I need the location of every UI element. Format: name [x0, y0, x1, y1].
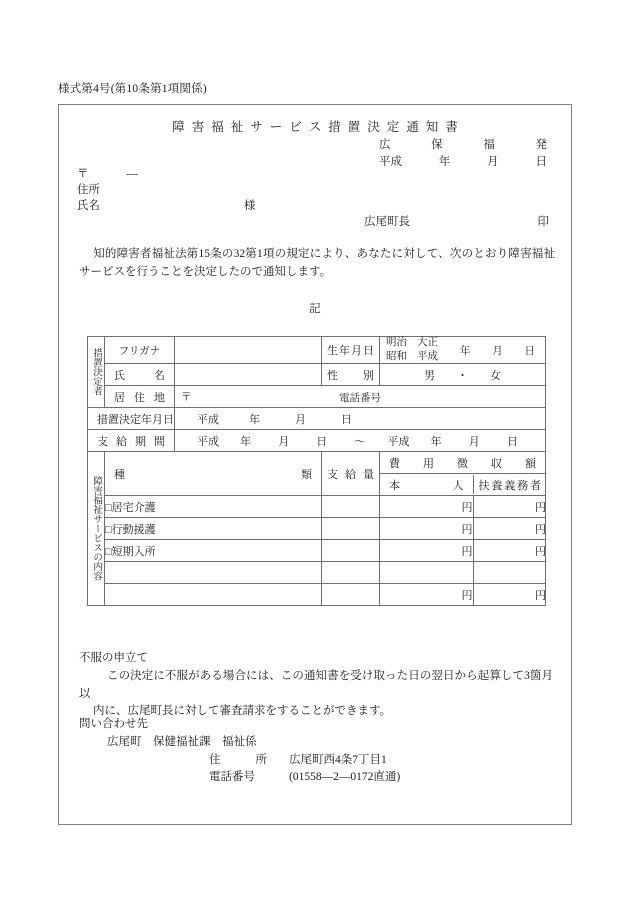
address-label: 住所 [77, 184, 100, 196]
birthdate-label [322, 337, 380, 364]
table-row-furigana [88, 337, 546, 364]
service-blank-amount[interactable] [322, 562, 380, 584]
service-amount-short-stay[interactable] [322, 540, 380, 562]
era-taisho[interactable]: 大正 [417, 337, 438, 348]
name-label: 氏名 [77, 200, 100, 212]
appeal-heading: 不服の申立て [79, 652, 148, 664]
service-option-short-stay[interactable] [105, 540, 322, 562]
era-meiji[interactable]: 明治 [386, 337, 407, 348]
decision-date-era: 平成 [197, 413, 219, 426]
name-field-label [105, 364, 175, 386]
doc-date-month: 月 [487, 156, 499, 168]
col-cost-4: 額 [525, 457, 536, 470]
service-amount-behavior-support[interactable] [322, 518, 380, 540]
birthdate-label-0: 生 [327, 345, 338, 358]
decision-date-label-2: 決 [119, 413, 130, 426]
col-cost-0: 費 [389, 457, 400, 470]
service-blank-cost [380, 562, 546, 584]
service-cost-short-stay [380, 540, 546, 562]
col-amount-1: 給 [345, 468, 356, 481]
period-label-0: 支 [97, 435, 108, 448]
birthdate-label-1: 年 [339, 345, 350, 358]
period-end-day: 日 [506, 435, 518, 448]
birthdate-month: 月 [492, 345, 503, 357]
ki-marker: 記 [309, 303, 321, 315]
period-label-2: 期 [135, 435, 146, 448]
cost-supporter-total[interactable]: 円 [535, 589, 546, 602]
decision-date-label-6: 日 [163, 413, 174, 426]
period-label-1: 給 [116, 435, 127, 448]
side-label-services-text: 障害福祉サービスの内容 [91, 476, 102, 581]
document-code-line [379, 136, 547, 152]
birthdate-label-3: 日 [363, 345, 374, 358]
gender-label-1: 別 [363, 369, 374, 382]
service-option-behavior-support[interactable] [105, 518, 322, 540]
doc-code-2: 福 [483, 139, 495, 151]
col-supporter-0: 扶 [478, 479, 490, 492]
table-row-residence [88, 386, 546, 408]
form-number: 様式第4号(第10条第1項関係) [58, 83, 207, 95]
period-separator: ～ [354, 435, 366, 448]
contact-address-value: 広尾町西4条7丁目1 [289, 753, 387, 766]
birthdate-label-2: 月 [351, 345, 362, 358]
birthdate-ymd [438, 343, 545, 358]
col-self-1: 人 [452, 479, 464, 492]
name-label-0: 氏 [114, 369, 125, 382]
decision-date-month: 月 [295, 413, 306, 426]
service-total-type[interactable] [105, 584, 322, 606]
document-title: 障害福祉サービス措置決定通知書 [172, 120, 465, 134]
column-header-self [380, 475, 473, 494]
appeal-line-2: 内に、広尾町長に対して審査請求をすることができます。 [93, 705, 392, 718]
period-start-era: 平成 [197, 435, 219, 448]
service-total-amount[interactable] [322, 584, 380, 606]
contact-office: 広尾町 保健福祉課 福祉係 [107, 735, 257, 748]
birthdate-year: 年 [460, 345, 471, 357]
decision-date-field[interactable] [175, 408, 546, 430]
table-row-name [88, 364, 546, 386]
residence-field[interactable] [175, 386, 546, 408]
service-label-home-care: 居宅介護 [111, 501, 156, 514]
checkbox-icon[interactable]: □ [105, 545, 112, 558]
col-supporter-3: 務 [517, 479, 529, 492]
col-cost-3: 収 [491, 457, 502, 470]
col-cost-2: 徴 [457, 457, 468, 470]
period-start-day: 日 [316, 435, 328, 448]
col-amount-0: 支 [327, 468, 338, 481]
doc-date-day: 日 [535, 156, 547, 168]
name-honorific: 様 [244, 200, 256, 212]
period-label-3: 間 [154, 435, 165, 448]
service-blank-type[interactable] [105, 562, 322, 584]
col-type-1: 類 [301, 468, 312, 481]
cost-self-short-stay[interactable]: 円 [380, 540, 473, 561]
contact-heading: 問い合わせ先 [79, 718, 148, 730]
cost-supporter-blank[interactable] [473, 562, 546, 583]
doc-code-1: 保 [431, 139, 443, 151]
period-end-month: 月 [468, 435, 480, 448]
column-header-type [105, 452, 322, 496]
column-header-amount [322, 452, 380, 496]
cost-subheader-wrap [380, 474, 546, 496]
name-label-1: 名 [154, 369, 165, 382]
side-label-subject-text: 措置決定者 [91, 348, 102, 396]
col-supporter-1: 養 [491, 479, 503, 492]
doc-date-year: 年 [438, 156, 451, 168]
table-row-service-item [88, 518, 546, 540]
col-self-0: 本 [389, 479, 400, 492]
furigana-label: フリガナ [105, 337, 175, 364]
decision-date-label-3: 定 [130, 413, 141, 426]
contact-address-key-1: 所 [255, 753, 267, 766]
gender-female[interactable]: 女 [490, 369, 501, 382]
residence-label-0: 居 [114, 391, 125, 404]
service-label-short-stay: 短期入所 [111, 545, 156, 558]
period-start-year: 年 [240, 435, 252, 448]
birthdate-era-options[interactable] [386, 337, 438, 363]
doc-code-0: 広 [379, 139, 391, 151]
period-start-month: 月 [278, 435, 290, 448]
issuer-name: 広尾町長 [364, 216, 410, 228]
period-label [88, 430, 175, 452]
decision-table [87, 336, 546, 606]
table-row-service-blank [88, 562, 546, 584]
telephone-label: 電話番号 [339, 393, 381, 405]
table-row-decision-date [88, 408, 546, 430]
period-end-year: 年 [430, 435, 442, 448]
body-paragraph-text: 知的障害者福祉法第15条の32第1項の規定により、あなたに対して、次のとおり障害福祉サービスを行うことを決定したので通知します。 [79, 248, 555, 278]
decision-date-label-5: 月 [152, 413, 163, 426]
cost-self-home-care[interactable]: 円 [380, 496, 473, 517]
decision-date-year: 年 [249, 413, 260, 426]
side-label-subject [88, 337, 105, 408]
postal-code-row [77, 165, 138, 181]
contact-address-key-0: 住 [209, 753, 221, 766]
appeal-line-1: この決定に不服がある場合には、この通知書を受け取った日の翌日から起算して3箇月以 [79, 669, 553, 700]
service-cost-behavior-support [380, 518, 546, 540]
appeal-section [79, 650, 553, 721]
decision-date-label [88, 408, 175, 430]
cost-self-behavior-support[interactable]: 円 [380, 518, 473, 539]
period-field[interactable] [175, 430, 546, 452]
document-date-line [379, 153, 547, 169]
gender-label [322, 364, 380, 386]
contact-tel-key: 電話番号 [209, 771, 255, 784]
form-frame [58, 104, 572, 825]
residence-label [105, 386, 175, 408]
contact-address-row [79, 752, 400, 770]
residence-label-1: 住 [134, 391, 145, 404]
furigana-field[interactable] [175, 337, 322, 364]
table-row-service-item [88, 540, 546, 562]
contact-tel-row [79, 769, 400, 787]
checkbox-icon[interactable]: □ [105, 501, 112, 514]
era-heisei[interactable]: 平成 [417, 350, 438, 362]
column-header-supporter [473, 475, 546, 494]
cost-supporter-short-stay[interactable]: 円 [535, 545, 546, 558]
postal-dash: — [126, 168, 138, 180]
cost-supporter-home-care[interactable]: 円 [535, 501, 546, 514]
col-type-0: 種 [114, 468, 125, 481]
period-end-era: 平成 [387, 435, 410, 448]
col-supporter-4: 者 [530, 479, 541, 492]
contact-address-key [209, 752, 267, 770]
birthdate-field[interactable] [380, 337, 546, 364]
col-supporter-2: 義 [504, 479, 516, 492]
gender-male[interactable]: 男 [424, 369, 435, 382]
checkbox-icon[interactable]: □ [105, 523, 112, 536]
cost-self-total[interactable]: 円 [380, 584, 473, 605]
era-showa[interactable]: 昭和 [386, 350, 407, 362]
doc-code-3: 発 [535, 139, 547, 151]
service-label-behavior-support: 行動援護 [111, 523, 156, 536]
gender-field[interactable] [380, 364, 546, 386]
col-amount-2: 量 [363, 468, 374, 481]
body-paragraph [79, 246, 555, 282]
service-option-home-care[interactable] [105, 496, 322, 518]
name-field[interactable] [175, 364, 322, 386]
doc-date-era: 平成 [379, 156, 402, 168]
cost-self-blank[interactable] [380, 562, 473, 583]
decision-date-day: 日 [341, 413, 352, 426]
table-row-service-item [88, 496, 546, 518]
service-total-cost [380, 584, 546, 606]
table-row-service-total [88, 584, 546, 606]
decision-date-label-4: 年 [141, 413, 152, 426]
table-row-period [88, 430, 546, 452]
table-row-service-header [88, 452, 546, 474]
residence-postal-icon: 〒 [181, 392, 192, 404]
contact-section [79, 716, 400, 787]
gender-separator: ・ [457, 369, 468, 382]
column-header-cost [380, 452, 546, 474]
decision-date-label-1: 置 [108, 413, 119, 426]
col-cost-1: 用 [423, 457, 434, 470]
side-label-services [88, 452, 105, 606]
cost-supporter-behavior-support[interactable]: 円 [535, 523, 546, 536]
residence-label-2: 地 [154, 391, 165, 404]
seal-mark: 印 [537, 216, 549, 228]
service-amount-home-care[interactable] [322, 496, 380, 518]
service-cost-home-care [380, 496, 546, 518]
birthdate-day: 日 [524, 345, 535, 357]
contact-tel-value: (01558—2—0172直通) [289, 771, 401, 784]
decision-date-label-0: 措 [97, 413, 108, 426]
postal-mark-icon: 〒 [77, 168, 89, 180]
gender-label-0: 性 [327, 369, 338, 382]
